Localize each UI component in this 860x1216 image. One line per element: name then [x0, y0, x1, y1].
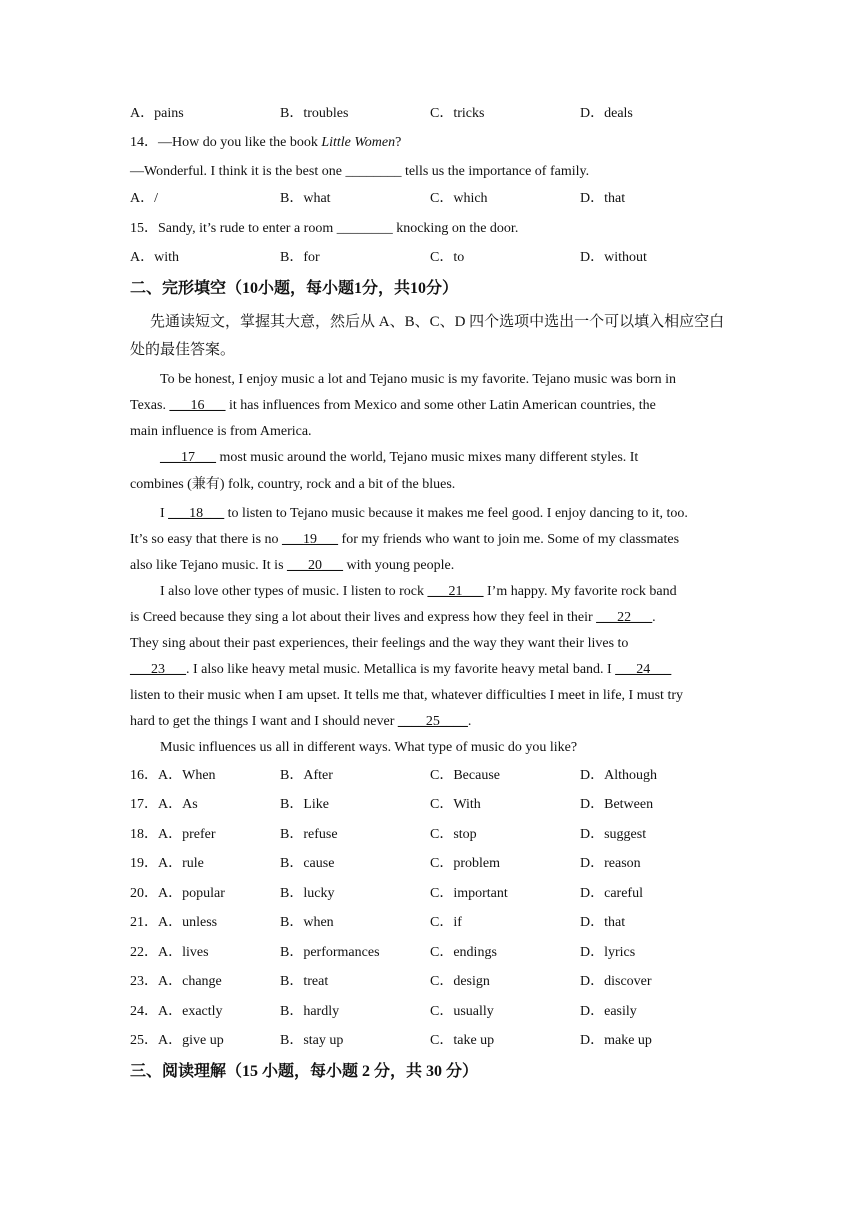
- section2-instruction-1: 先通读短文，掌握其大意，然后从 A、B、C、D 四个选项中选出一个可以填入相应空白: [150, 314, 725, 330]
- option-a: 17．A．As: [130, 797, 198, 812]
- option-a: 24．A．exactly: [130, 1004, 223, 1019]
- passage-line: [130, 395, 656, 417]
- section2-instruction-2: 处的最佳答案。: [130, 342, 236, 358]
- passage-line: main influence is from America.: [130, 424, 312, 439]
- blank-23: ___23___: [130, 662, 186, 677]
- q24-options: [130, 1001, 750, 1023]
- option-a: 20．A．popular: [130, 886, 225, 901]
- passage-line: [130, 659, 671, 681]
- passage-line: [130, 607, 656, 629]
- blank-17: ___17___: [160, 450, 216, 465]
- option-b: B．refuse: [280, 827, 338, 842]
- option-d: D．that: [580, 915, 626, 930]
- passage-line: combines (兼有) folk, country, rock and a bit of the blues.: [130, 477, 456, 492]
- q16-options: [130, 765, 750, 787]
- option-b: B．treat: [280, 974, 329, 989]
- option-b: B．After: [280, 768, 333, 783]
- option-b: B．Like: [280, 797, 329, 812]
- passage-line: To be honest, I enjoy music a lot and Tejano music is my favorite. Tejano music was born in: [160, 372, 676, 387]
- option-a: 19．A．rule: [130, 856, 204, 871]
- q23-options: [130, 971, 750, 993]
- option-c: C．important: [430, 886, 508, 901]
- passage-line: [130, 555, 454, 577]
- q19-options: [130, 853, 750, 875]
- option-c: C．endings: [430, 945, 497, 960]
- option-b: B．when: [280, 915, 334, 930]
- q21-options: [130, 912, 750, 934]
- q18-options: [130, 824, 750, 846]
- option-b: B．troubles: [280, 106, 349, 121]
- option-b: B．performances: [280, 945, 380, 960]
- q22-options: [130, 942, 750, 964]
- option-a: 22．A．lives: [130, 945, 209, 960]
- q17-options: [130, 794, 750, 816]
- text: also like Tejano music. It is: [130, 558, 288, 573]
- q15-options: [130, 247, 750, 269]
- q14-stem-text: 14．—How do you like the book: [130, 135, 322, 150]
- option-d: D．reason: [580, 856, 641, 871]
- option-b: B．what: [280, 191, 331, 206]
- option-b: B．lucky: [280, 886, 335, 901]
- blank-24: ___24___: [615, 662, 672, 677]
- text: .: [652, 610, 656, 625]
- text: It’s so easy that there is no: [130, 532, 283, 547]
- section3-heading: 三、阅读理解（15 小题，每小题 2 分，共 30 分）: [130, 1063, 479, 1080]
- option-b: B．cause: [280, 856, 335, 871]
- q13-options: [130, 103, 750, 125]
- option-d: D．lyrics: [580, 945, 636, 960]
- option-c: C．take up: [430, 1033, 495, 1048]
- text: is Creed because they sing a lot about their lives and express how they feel in their: [130, 610, 597, 625]
- option-d: D．without: [580, 250, 647, 265]
- blank-18: ___18___: [168, 506, 225, 521]
- option-c: C．design: [430, 974, 490, 989]
- option-a: 16．A．When: [130, 768, 216, 783]
- text: to listen to Tejano music because it makes me feel good. I enjoy dancing to it, too.: [224, 506, 688, 521]
- option-a: 18．A．prefer: [130, 827, 216, 842]
- passage-line: [160, 503, 688, 525]
- text: I also love other types of music. I listen to rock: [160, 584, 428, 599]
- option-c: C．if: [430, 915, 462, 930]
- option-b: B．for: [280, 250, 320, 265]
- option-d: D．make up: [580, 1033, 652, 1048]
- passage-line: Music influences us all in different ways. What type of music do you like?: [160, 740, 578, 755]
- option-c: C．Because: [430, 768, 500, 783]
- option-b: B．stay up: [280, 1033, 344, 1048]
- text: hard to get the things I want and I should never: [130, 714, 398, 729]
- option-c: C．problem: [430, 856, 500, 871]
- blank-20: ___20___: [287, 558, 344, 573]
- option-c: C．With: [430, 797, 481, 812]
- q25-options: [130, 1030, 750, 1052]
- option-d: D．Between: [580, 797, 654, 812]
- option-d: D．easily: [580, 1004, 637, 1019]
- passage-line: [130, 529, 679, 551]
- text: for my friends who want to join me. Some of my classmates: [338, 532, 680, 547]
- passage-line: They sing about their past experiences, their feelings and the way they want their lives to: [130, 636, 629, 651]
- passage-line: [130, 711, 471, 733]
- text: most music around the world, Tejano music mixes many different styles. It: [216, 450, 639, 465]
- option-a: A．/: [130, 191, 158, 206]
- text: I: [160, 506, 169, 521]
- text: Texas.: [130, 398, 170, 413]
- option-d: D．suggest: [580, 827, 647, 842]
- option-c: C．to: [430, 250, 465, 265]
- q14-options: [130, 188, 750, 210]
- blank-25: ____25____: [397, 714, 468, 729]
- text: I’m happy. My favorite rock band: [483, 584, 677, 599]
- option-a: 23．A．change: [130, 974, 222, 989]
- q20-options: [130, 883, 750, 905]
- blank-21: ___21___: [427, 584, 484, 599]
- option-d: D．discover: [580, 974, 652, 989]
- option-c: C．stop: [430, 827, 477, 842]
- option-a: 21．A．unless: [130, 915, 218, 930]
- option-c: C．tricks: [430, 106, 485, 121]
- q15-stem: 15．Sandy, it’s rude to enter a room ________ knocking on the door.: [130, 221, 519, 236]
- option-d: D．Although: [580, 768, 657, 783]
- q14-reply: —Wonderful. I think it is the best one ________ tells us the importance of family.: [130, 164, 590, 179]
- option-d: D．deals: [580, 106, 633, 121]
- text: with young people.: [343, 558, 455, 573]
- option-d: D．careful: [580, 886, 643, 901]
- section2-heading: 二、完形填空（10小题，每小题1分，共10分）: [130, 280, 459, 297]
- option-c: C．which: [430, 191, 488, 206]
- passage-line: [160, 447, 638, 469]
- option-b: B．hardly: [280, 1004, 340, 1019]
- option-a: A．pains: [130, 106, 184, 121]
- text: it has influences from Mexico and some other Latin American countries, the: [225, 398, 656, 413]
- passage-line: listen to their music when I am upset. It tells me that, whatever difficulties I meet in life, I must try: [130, 688, 683, 703]
- text: .: [467, 714, 472, 729]
- blank-19: ___19___: [282, 532, 339, 547]
- book-title: Little Women: [321, 135, 396, 150]
- blank-16: ___16___: [169, 398, 226, 413]
- option-c: C．usually: [430, 1004, 494, 1019]
- blank-22: ___22___: [596, 610, 653, 625]
- option-a: A．with: [130, 250, 179, 265]
- passage-line: [160, 581, 677, 603]
- q14-stem: [130, 132, 401, 154]
- text: . I also like heavy metal music. Metallica is my favorite heavy metal band. I: [186, 662, 616, 677]
- option-d: D．that: [580, 191, 626, 206]
- option-a: 25．A．give up: [130, 1033, 224, 1048]
- q14-stem-end: ?: [395, 135, 402, 150]
